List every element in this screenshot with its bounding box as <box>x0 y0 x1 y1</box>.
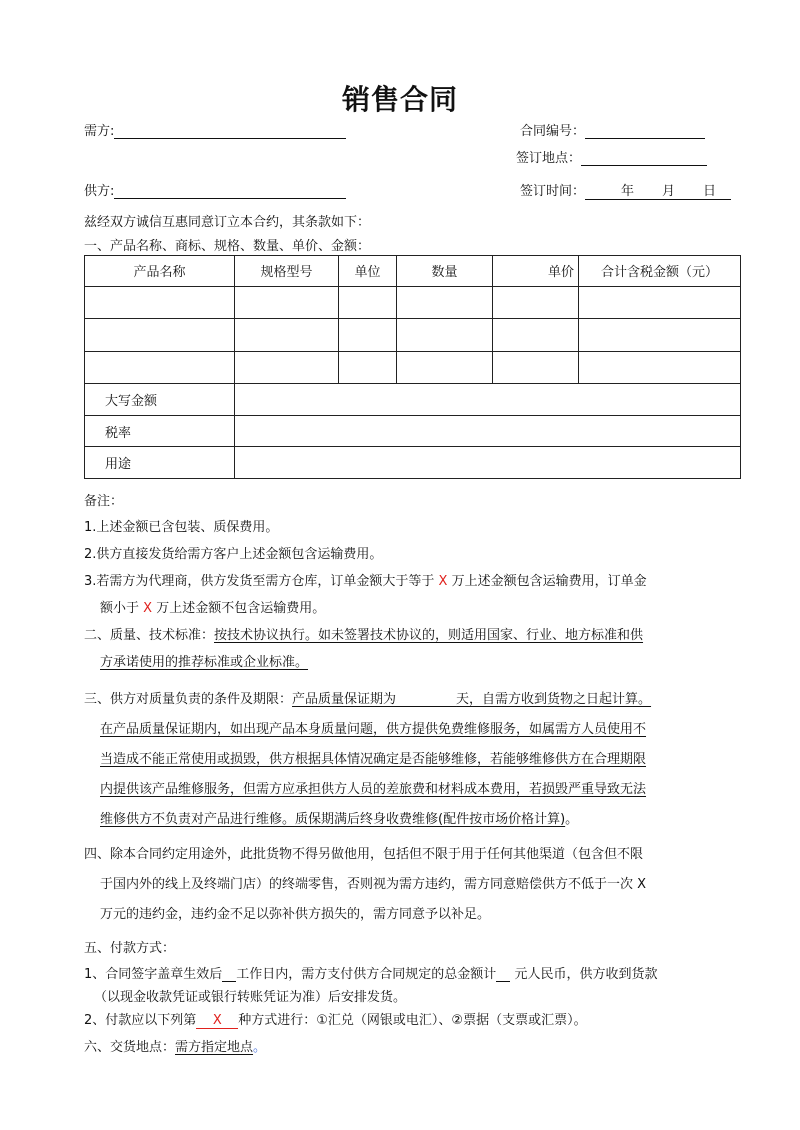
payment-2-text-b: 种方式进行：①汇兑（网银或电汇）、②票据（支票或汇票）。 <box>238 1013 587 1028</box>
payment-method-x: X <box>196 1013 238 1029</box>
section3-line4 <box>100 778 646 797</box>
tax-rate-row <box>85 415 741 447</box>
delivery-place-value: 需方指定地点 <box>175 1040 254 1055</box>
table-row <box>85 351 741 384</box>
table-row <box>85 286 741 319</box>
warranty-days-blank <box>396 692 456 707</box>
buyer-blank <box>114 124 346 139</box>
supplier-blank <box>114 184 346 199</box>
col-header-quantity: 数量 <box>397 256 493 287</box>
table-header-row <box>85 256 741 287</box>
table-cell[interactable] <box>397 351 493 384</box>
section2-text-1: 按技术协议执行。如未签署技术协议的，则适用国家、行业、地方标准和供 <box>214 628 644 643</box>
section2-prefix: 二、质量、技术标准： <box>84 628 215 643</box>
year-label: 年 <box>621 184 635 199</box>
tax-rate-label: 税率 <box>85 415 235 447</box>
table-cell[interactable] <box>579 319 741 352</box>
section3-text-4: 内提供该产品维修服务，但需方应承担供方人员的差旅费和材料成本费用，若损毁严重导致无法 <box>100 782 647 797</box>
contract-no-label: 合同编号： <box>520 124 586 139</box>
section3-text-3: 当造成不能正常使用或损毁，供方根据具体情况确定是否能够维修，若能够维修供方在合理期限 <box>100 752 647 767</box>
note-3-text-d: 万上述金额不包含运输费用。 <box>156 601 326 616</box>
notes-title: 备注： <box>84 494 124 509</box>
supplier-label: 供方: <box>84 184 115 199</box>
note-3-amount-x: X <box>438 574 448 589</box>
section3-line3 <box>100 748 646 767</box>
section3-prefix: 三、供方对质量负责的条件及期限： <box>84 692 293 707</box>
day-label: 日 <box>703 184 717 199</box>
payment-1-text-c: 元人民币，供方收到货款 <box>514 967 658 982</box>
table-cell[interactable] <box>493 319 579 352</box>
payment-1-line1 <box>84 963 657 982</box>
note-3-line2 <box>100 597 325 616</box>
section4-line3: 万元的违约金，违约金不足以弥补供方损失的，需方同意予以补足。 <box>100 907 491 922</box>
table-cell[interactable] <box>493 286 579 319</box>
workdays-blank <box>222 967 236 982</box>
section3-line2 <box>100 718 646 737</box>
note-3-line1 <box>84 570 647 589</box>
table-cell[interactable] <box>339 319 397 352</box>
section3-line5 <box>100 808 578 827</box>
table-cell[interactable] <box>339 286 397 319</box>
sign-place-label: 签订地点： <box>516 151 582 166</box>
note-3-text-c: 额小于 <box>100 601 140 616</box>
supplier-field <box>84 180 346 199</box>
col-header-spec: 规格型号 <box>235 256 339 287</box>
section6-line <box>84 1036 266 1055</box>
sign-time-label: 签订时间： <box>520 184 586 199</box>
contract-no-blank <box>585 124 705 139</box>
note-1: 1.上述金额已含包装、质保费用。 <box>84 520 279 535</box>
table-cell[interactable] <box>397 286 493 319</box>
sign-place-blank <box>581 151 707 166</box>
table-cell[interactable] <box>85 286 235 319</box>
section5-title: 五、付款方式： <box>84 941 176 956</box>
col-header-product-name: 产品名称 <box>85 256 235 287</box>
buyer-field <box>84 120 346 139</box>
note-3-text-a: 3.若需方为代理商，供方发货至需方仓库，订单金额大于等于 <box>84 574 435 589</box>
section1-title: 一、产品名称、商标、规格、数量、单价、金额： <box>84 239 371 254</box>
table-cell[interactable] <box>85 319 235 352</box>
table-cell[interactable] <box>493 351 579 384</box>
section4-line2: 于国内外的线上及终端门店）的终端零售，否则视为需方违约，需方同意赔偿供方不低于一次 X <box>100 877 647 892</box>
month-label: 月 <box>662 184 676 199</box>
table-cell[interactable] <box>339 351 397 384</box>
sign-place-field <box>516 147 707 166</box>
table-row <box>85 319 741 352</box>
note-2: 2.供方直接发货给需方客户上述金额包含运输费用。 <box>84 547 383 562</box>
sign-time-field <box>520 180 731 200</box>
sign-time-blank <box>585 180 731 200</box>
section2-text-2: 方承诺使用的推荐标准或企业标准。 <box>100 655 309 670</box>
section3-end: 。 <box>565 812 579 827</box>
note-3-text-b: 万上述金额包含运输费用，订单金 <box>451 574 647 589</box>
purpose-row <box>85 447 741 479</box>
section2-line2 <box>100 651 308 670</box>
purpose-value[interactable] <box>235 447 741 479</box>
payment-2-text-a: 2、付款应以下列第 <box>84 1013 197 1028</box>
payment-2 <box>84 1009 587 1029</box>
section3-line1 <box>84 688 651 707</box>
section2-line1 <box>84 624 643 643</box>
page-title: 销售合同 <box>341 83 458 116</box>
buyer-label: 需方: <box>84 124 115 139</box>
col-header-unit-price: 单价 <box>493 256 579 287</box>
table-cell[interactable] <box>85 351 235 384</box>
col-header-unit: 单位 <box>339 256 397 287</box>
table-cell[interactable] <box>579 286 741 319</box>
section3-text-5: 维修供方不负责对产品进行维修。质保期满后终身收费维修(配件按市场价格计算) <box>100 812 566 827</box>
product-table <box>84 255 741 479</box>
table-cell[interactable] <box>397 319 493 352</box>
amount-in-words-value[interactable] <box>235 384 741 416</box>
section3-text-1b: 天，自需方收到货物之日起计算。 <box>456 692 652 707</box>
total-amount-blank <box>496 967 510 982</box>
payment-1-text-b: 工作日内，需方支付供方合同规定的总金额计 <box>236 967 497 982</box>
amount-in-words-label: 大写金额 <box>85 384 235 416</box>
section6-end: 。 <box>253 1040 267 1055</box>
tax-rate-value[interactable] <box>235 415 741 447</box>
contract-no-field <box>520 120 705 139</box>
payment-1-line2: （以现金收款凭证或银行转账凭证为准）后安排发货。 <box>94 990 407 1005</box>
col-header-total: 合计含税金额（元） <box>579 256 741 287</box>
payment-1-text-a: 1、合同签字盖章生效后 <box>84 967 223 982</box>
section4-line1: 四、除本合同约定用途外，此批货物不得另做他用，包括但不限于用于任何其他渠道（包含但不限 <box>84 847 644 862</box>
section3-text-2: 在产品质量保证期内，如出现产品本身质量问题，供方提供免费维修服务，如属需方人员使用不 <box>100 722 647 737</box>
intro-text: 兹经双方诚信互惠同意订立本合约，其条款如下： <box>84 215 371 230</box>
table-cell[interactable] <box>235 351 339 384</box>
section3-text-1a: 产品质量保证期为 <box>292 692 397 707</box>
table-cell[interactable] <box>579 351 741 384</box>
amount-in-words-row <box>85 384 741 416</box>
table-cell[interactable] <box>235 319 339 352</box>
section6-prefix: 六、交货地点： <box>84 1040 176 1055</box>
table-cell[interactable] <box>235 286 339 319</box>
note-3-amount-x2: X <box>143 601 153 616</box>
purpose-label: 用途 <box>85 447 235 479</box>
